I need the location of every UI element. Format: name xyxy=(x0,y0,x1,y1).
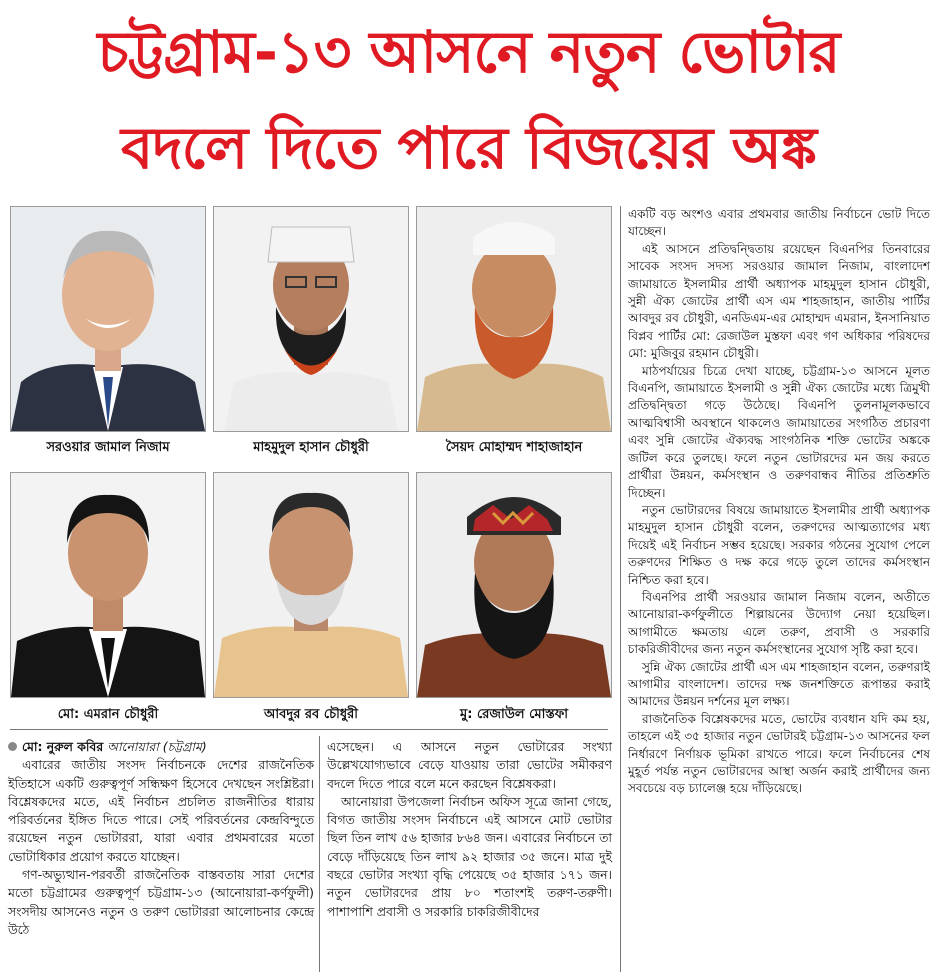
paragraph: গণ-অভ্যুত্থান-পরবর্তী রাজনৈতিক বাস্তবতায় সারা দেশের মতো চট্টগ্রামের গুরুত্বপূর্ণ চট্টগ্রাম-১৩ (আনোয়ারা-কর্ণফুলী) সংসদীয় আসনেও নতুন ও তরুণ ভোটাররা আলোচনার কেন্দ্রে উঠে xyxy=(8,867,314,937)
candidate-caption-5: আবদুর রব চৌধুরী xyxy=(264,707,358,722)
candidate-photo-1 xyxy=(10,206,206,432)
portrait-image xyxy=(11,207,205,431)
bullet-icon xyxy=(8,742,17,751)
column-divider xyxy=(620,206,621,972)
candidate-caption-3: সৈয়দ মোহাম্মদ শাহাজাহান xyxy=(445,440,583,455)
paragraph: রাজনৈতিক বিশ্লেষকদের মতে, ভোটের ব্যবধান যদি কম হয়, তাহলে এই ৩৫ হাজার নতুন ভোটারই চট্টগ্রাম-১৩ আসনের ফল নির্ধারণে নির্ণায়ক ভূমিকা রাখতে পারে। ফলে নির্বাচনের শেষ মুহূর্ত পর্যন্ত নতুন ভোটারদের আস্থা অর্জন করাই প্রার্থীদের জন্য সবচেয়ে বড় চ্যালেঞ্জ হয়ে দাঁড়িয়েছে। xyxy=(628,711,930,796)
article-column-1 xyxy=(8,738,314,939)
headline-line-1: চট্টগ্রাম-১৩ আসনে নতুন ভোটার xyxy=(97,18,840,86)
article-column-3 xyxy=(628,206,930,798)
candidate-photo-5 xyxy=(213,472,409,698)
portrait-image xyxy=(214,207,408,431)
candidate-caption-6: মু: রেজাউল মোস্তফা xyxy=(460,707,568,722)
candidate-photo-4 xyxy=(10,472,206,698)
candidate-photo-2 xyxy=(213,206,409,432)
candidate-caption-2: মাহমুদুল হাসান চৌধুরী xyxy=(253,440,369,455)
candidate-caption-4: মো: এমরান চৌধুরী xyxy=(57,707,159,722)
paragraph: আনোয়ারা উপজেলা নির্বাচন অফিস সূত্রে জানা গেছে, বিগত জাতীয় সংসদ নির্বাচনে এই আসনে মোট ভোটার ছিল তিন লাখ ৫৬ হাজার ৮৬৪ জন। এবারের নির্বাচনে তা বেড়ে দাঁড়িয়েছে তিন লাখ ৯২ হাজার ৩৫ জনে। মাত্র দুই বছরে ভোটার সংখ্যা বৃদ্ধি পেয়েছে ৩৫ হাজার ১৭১ জন। নতুন ভোটারদের প্রায় ৮০ শতাংশই তরুণ-তরুণী। পাশাপাশি প্রবাসী ও সরকারি চাকরিজীবীদের xyxy=(327,793,612,919)
column-divider xyxy=(319,736,320,972)
paragraph: সুন্নি ঐক্য জোটের প্রার্থী এস এম শাহজাহান বলেন, তরুণরাই আগামীর বাংলাদেশ। তাদের দক্ষ জনশক্তিতে রূপান্তর করাই আমাদের উন্নয়ন দর্শনের মূল লক্ষ্য। xyxy=(628,659,930,709)
headline-line-2: বদলে দিতে পারে বিজয়ের অঙ্ক xyxy=(121,114,816,182)
article-column-2 xyxy=(327,738,612,921)
candidate-photo-6 xyxy=(416,472,612,698)
paragraph: মাঠপর্যায়ের চিত্রে দেখা যাচ্ছে, চট্টগ্রাম-১৩ আসনে মূলত বিএনপি, জামায়াতে ইসলামী ও সুন্নী ঐক্য জোটের মধ্যে ত্রিমুখী প্রতিদ্বন্দ্বিতা গড়ে উঠেছে। বিএনপি তুলনামূলকভাবে আত্মবিশ্বাসী অবস্থানে থাকলেও জামায়াতের সংগঠিত প্রচারণা এবং সুন্নি জোটের ঐক্যবদ্ধ সাংগঠনিক শক্তি ভোটের অঙ্ককে জটিল করে তুলছে। ফলে নতুন ভোটারদের মন জয় করতে প্রার্থীরা উন্নয়ন, কর্মসংস্থান ও তরুণবান্ধব নীতির প্রতিশ্রুতি দিচ্ছেন। xyxy=(628,363,930,500)
byline xyxy=(8,738,314,756)
paragraph: একটি বড় অংশও এবার প্রথমবার জাতীয় নির্বাচনে ভোট দিতে যাচ্ছেন। xyxy=(628,207,930,239)
paragraph: নতুন ভোটারদের বিষয়ে জামায়াতে ইসলামীর প্রার্থী অধ্যাপক মাহমুদুল হাসান চৌধুরী বলেন, তরুণদের আত্মত্যাগের মধ্য দিয়েই এই নির্বাচন সম্ভব হয়েছে। সরকার গঠনের সুযোগ পেলে তরুণদের শিক্ষিত ও দক্ষ করে গড়ে তুলে তাদের কর্মসংস্থান নিশ্চিত করা হবে। xyxy=(628,502,930,587)
horizontal-rule xyxy=(10,729,608,730)
portrait-image xyxy=(417,473,611,697)
paragraph: এসেছেন। এ আসনে নতুন ভোটারের সংখ্যা উল্লেখযোগ্যভাবে বেড়ে যাওয়ায় তারা ভোটের সমীকরণ বদলে দিতে পারে বলে মনে করছেন বিশ্লেষকরা। xyxy=(327,739,612,791)
portrait-image xyxy=(11,473,205,697)
byline-author: মো: নুরুল কবির xyxy=(22,739,104,754)
candidate-caption-1: সরওয়ার জামাল নিজাম xyxy=(46,440,170,455)
portrait-image xyxy=(214,473,408,697)
paragraph: এবারের জাতীয় সংসদ নির্বাচনকে দেশের রাজনৈতিক ইতিহাসে একটি গুরুত্বপূর্ণ সন্ধিক্ষণ হিসেবে দেখছেন সংশ্লিষ্টরা। বিশ্লেষকদের মতে, এই নির্বাচন প্রচলিত রাজনীতির ধারায় পরিবর্তনের ইঙ্গিত দিতে পারে। সেই পরিবর্তনের কেন্দ্রবিন্দুতে রয়েছেন নতুন ভোটাররা, যারা এবার প্রথমবারের মতো ভোটাধিকার প্রয়োগ করতে যাচ্ছেন। xyxy=(8,757,314,864)
paragraph: এই আসনে প্রতিদ্বন্দ্বিতায় রয়েছেন বিএনপির তিনবারের সাবেক সংসদ সদস্য সরওয়ার জামাল নিজাম, বাংলাদেশ জামায়াতে ইসলামীর প্রার্থী অধ্যাপক মাহমুদুল হাসান চৌধুরী, সুন্নী ঐক্য জোটের প্রার্থী এস এম শাহজাহান, জাতীয় পার্টির আবদুর রব চৌধুরী, এনডিএম-এর মোহাম্মদ এমরান, ইনসানিয়াত বিপ্লব পার্টির মো: রেজাউল মুস্তফা এবং গণ অধিকার পরিষদের মো: মুজিবুর রহমান চৌধুরী। xyxy=(628,241,930,361)
portrait-image xyxy=(417,207,611,431)
byline-place: আনোয়ারা (চট্টগ্রাম) xyxy=(107,739,207,754)
headline xyxy=(0,4,937,196)
candidate-photo-3 xyxy=(416,206,612,432)
paragraph: বিএনপির প্রার্থী সরওয়ার জামাল নিজাম বলেন, অতীতে আনোয়ারা-কর্ণফুলীতে শিল্পায়নের উদ্যোগ নেয়া হয়েছিল। আগামীতে ক্ষমতায় এলে তরুণ, প্রবাসী ও সরকারি চাকরিজীবীদের জন্য নতুন কর্মসংস্থানের সুযোগ সৃষ্টি করা হবে। xyxy=(628,589,930,657)
